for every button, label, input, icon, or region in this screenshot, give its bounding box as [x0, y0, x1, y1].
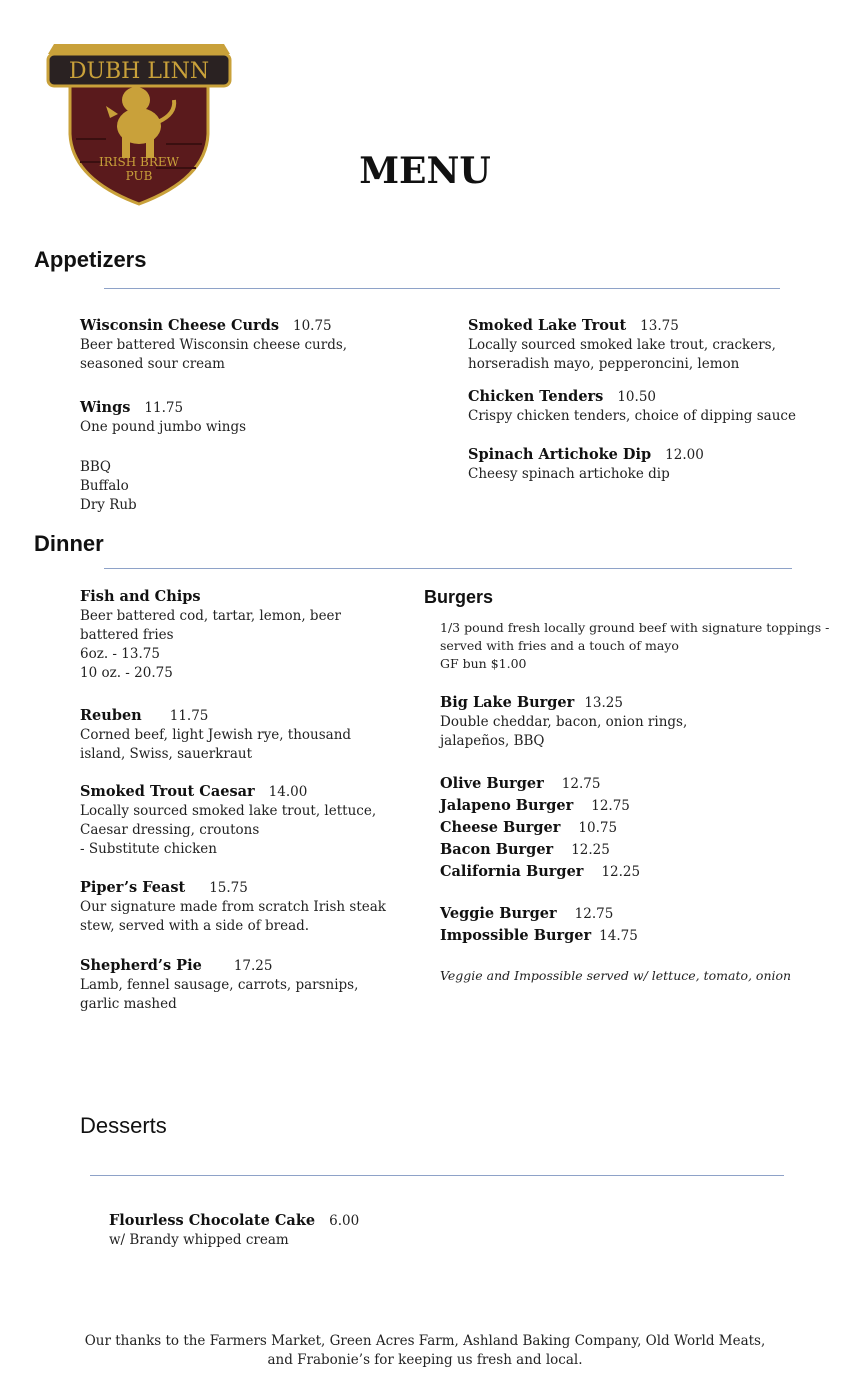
item-description: Beer battered cod, tartar, lemon, beer battered fries 6oz. - 13.75 10 oz. - 20.75 — [80, 608, 342, 681]
item-price: 14.00 — [268, 784, 308, 800]
menu-item — [440, 693, 820, 751]
wing-style: BBQ — [80, 459, 111, 475]
item-name: Spinach Artichoke Dip — [468, 446, 652, 463]
item-name: Olive Burger — [440, 775, 544, 792]
item-description: Lamb, fennel sausage, carrots, parsnips, garlic mashed — [80, 977, 359, 1012]
svg-text:PUB: PUB — [125, 169, 153, 183]
item-price: 15.75 — [209, 880, 248, 896]
item-price: 13.75 — [640, 318, 679, 334]
burger-note: Veggie and Impossible served w/ lettuce, tomato, onion — [440, 968, 792, 983]
list-item — [440, 817, 820, 839]
list-item — [440, 861, 820, 883]
menu-item — [80, 316, 420, 374]
section-heading-burgers: Burgers — [424, 587, 494, 607]
item-price: 11.75 — [169, 708, 209, 724]
item-description: w/ Brandy whipped cream — [109, 1232, 289, 1248]
item-name: Impossible Burger — [440, 927, 592, 944]
footer-text: Our thanks to the Farmers Market, Green Acres Farm, Ashland Baking Company, Old World Meats, and Frabonie’s for keeping us fresh and local. — [84, 1333, 766, 1368]
burgers-intro — [440, 619, 830, 673]
wing-style: Dry Rub — [80, 497, 137, 513]
item-name: Fish and Chips — [80, 588, 201, 605]
wing-style: Buffalo — [80, 478, 129, 494]
wing-styles-list — [80, 458, 280, 515]
menu-item — [80, 782, 410, 859]
item-price: 12.25 — [571, 842, 610, 858]
menu-item — [468, 445, 838, 484]
item-name: Reuben — [80, 707, 142, 724]
item-name: Wisconsin Cheese Curds — [80, 317, 279, 334]
item-price: 10.75 — [578, 820, 618, 836]
menu-item — [109, 1211, 509, 1250]
item-name: Smoked Trout Caesar — [80, 783, 255, 800]
item-name: Shepherd’s Pie — [80, 957, 202, 974]
item-name: Veggie Burger — [440, 905, 557, 922]
list-item — [440, 795, 820, 817]
footer-thanks — [0, 1332, 850, 1370]
list-item — [440, 773, 820, 795]
item-name: Wings — [80, 399, 131, 416]
item-price: 17.25 — [233, 958, 273, 974]
item-name: California Burger — [440, 863, 584, 880]
section-divider — [104, 568, 792, 569]
list-item — [440, 903, 820, 925]
item-name: Smoked Lake Trout — [468, 317, 627, 334]
item-price: 12.25 — [601, 864, 641, 880]
menu-item — [80, 398, 420, 437]
item-price: 12.00 — [665, 447, 704, 463]
menu-item — [80, 587, 410, 683]
page-title: MENU — [359, 150, 491, 192]
item-name: Bacon Burger — [440, 841, 554, 858]
section-heading-appetizers: Appetizers — [34, 247, 147, 272]
item-description: Beer battered Wisconsin cheese curds, seasoned sour cream — [80, 337, 348, 372]
item-name: Chicken Tenders — [468, 388, 604, 405]
section-heading-desserts: Desserts — [80, 1113, 167, 1138]
item-description: Crispy chicken tenders, choice of dipping sauce — [468, 408, 796, 424]
menu-item — [80, 706, 410, 764]
item-price: 12.75 — [561, 776, 601, 792]
list-item — [440, 839, 820, 861]
item-price: 13.25 — [584, 695, 623, 711]
item-price: 12.75 — [591, 798, 630, 814]
list-item — [440, 925, 820, 947]
section-divider — [104, 288, 780, 289]
item-price: 10.50 — [617, 389, 656, 405]
item-name: Piper’s Feast — [80, 879, 186, 896]
section-heading-dinner: Dinner — [34, 531, 104, 556]
item-price: 14.75 — [599, 928, 638, 944]
menu-item — [468, 387, 838, 426]
item-name: Cheese Burger — [440, 819, 561, 836]
item-description: Double cheddar, bacon, onion rings, jalapeños, BBQ — [440, 714, 688, 749]
item-name: Jalapeno Burger — [440, 797, 574, 814]
item-name: Big Lake Burger — [440, 694, 575, 711]
item-description: Corned beef, light Jewish rye, thousand island, Swiss, sauerkraut — [80, 727, 352, 762]
item-price: 12.75 — [574, 906, 614, 922]
svg-text:DUBH LINN: DUBH LINN — [68, 59, 210, 84]
item-name: Flourless Chocolate Cake — [109, 1212, 316, 1229]
menu-item — [468, 316, 838, 374]
item-description: One pound jumbo wings — [80, 419, 247, 435]
burger-list — [440, 773, 820, 883]
item-description: Cheesy spinach artichoke dip — [468, 466, 670, 482]
item-description: Locally sourced smoked lake trout, lettuce, Caesar dressing, croutons - Substitute chicken — [80, 803, 377, 857]
item-description: Our signature made from scratch Irish steak stew, served with a side of bread. — [80, 899, 386, 934]
section-divider — [90, 1175, 784, 1176]
svg-text:IRISH BREW: IRISH BREW — [99, 155, 179, 169]
item-price: 11.75 — [144, 400, 184, 416]
item-description: Locally sourced smoked lake trout, crackers, horseradish mayo, pepperoncini, lemon — [468, 337, 776, 372]
item-price: 6.00 — [329, 1213, 360, 1229]
item-price: 10.75 — [293, 318, 332, 334]
burgers-intro-text: 1/3 pound fresh locally ground beef with signature toppings - served with fries and a touch of mayo GF bun $1.00 — [440, 620, 830, 671]
veggie-burger-list — [440, 903, 820, 947]
menu-item — [80, 878, 410, 936]
menu-item — [80, 956, 410, 1014]
